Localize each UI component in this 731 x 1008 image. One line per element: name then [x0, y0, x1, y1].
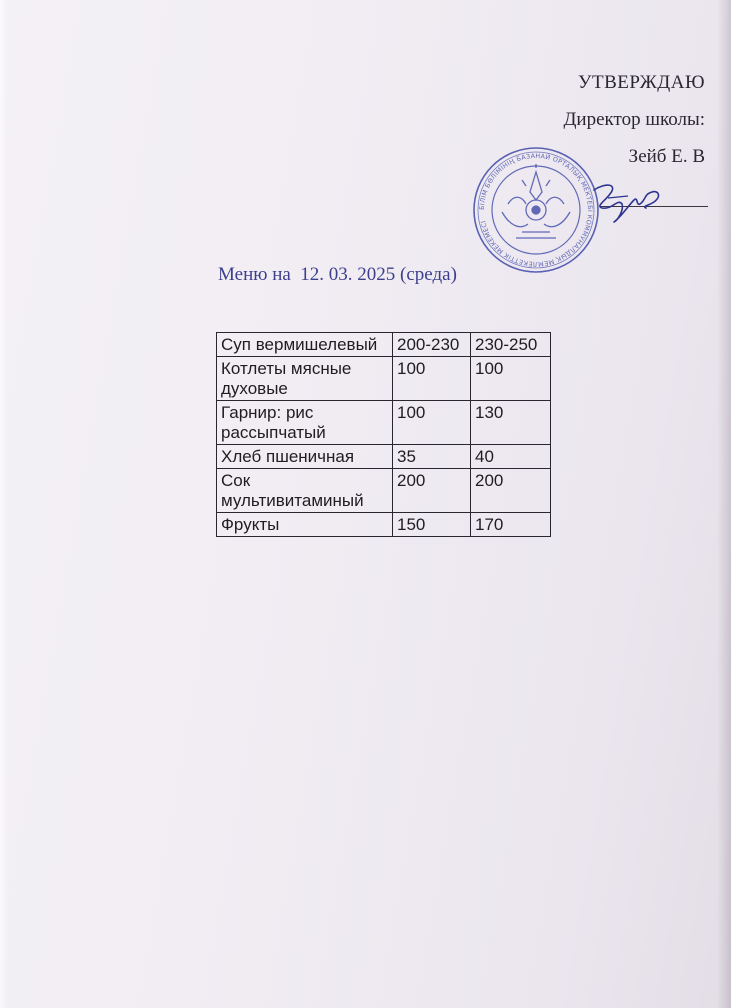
portion-large: 230-250	[471, 333, 551, 357]
portion-large: 40	[471, 445, 551, 469]
page-shadow-right	[717, 0, 731, 1008]
page-shadow-left	[0, 0, 8, 1008]
portion-small: 35	[393, 445, 471, 469]
seal-ring-text: БІЛІМ БӨЛІМІНІҢ БАЗАНАЙ ОРТАЛЫҚ МЕКТЕБІ КОММУНАЛДЫҚ МЕМЛЕКЕТТІК МЕКЕМЕСІ	[477, 151, 595, 269]
official-seal-icon	[472, 146, 600, 274]
portion-small: 100	[393, 357, 471, 401]
dish-name: Суп вермишелевый	[217, 333, 393, 357]
menu-table	[216, 332, 551, 537]
portion-small: 150	[393, 513, 471, 537]
approval-heading: УТВЕРЖДАЮ	[578, 72, 705, 93]
table-row	[217, 513, 551, 537]
dish-name: Гарнир: рис рассыпчатый	[217, 401, 393, 445]
signature-icon	[588, 176, 668, 226]
portion-small: 200-230	[393, 333, 471, 357]
portion-small: 100	[393, 401, 471, 445]
table-row	[217, 445, 551, 469]
table-row	[217, 357, 551, 401]
portion-large: 130	[471, 401, 551, 445]
portion-large: 170	[471, 513, 551, 537]
table-row	[217, 469, 551, 513]
dish-name: Сок мультивитаминый	[217, 469, 393, 513]
dish-name: Фрукты	[217, 513, 393, 537]
menu-title: Меню на 12. 03. 2025 (среда)	[218, 264, 457, 285]
portion-small: 200	[393, 469, 471, 513]
table-row	[217, 401, 551, 445]
portion-large: 200	[471, 469, 551, 513]
table-row	[217, 333, 551, 357]
approval-position: Директор школы:	[563, 109, 705, 130]
approval-name: Зейб Е. В	[628, 146, 705, 167]
dish-name: Котлеты мясные духовые	[217, 357, 393, 401]
portion-large: 100	[471, 357, 551, 401]
dish-name: Хлеб пшеничная	[217, 445, 393, 469]
